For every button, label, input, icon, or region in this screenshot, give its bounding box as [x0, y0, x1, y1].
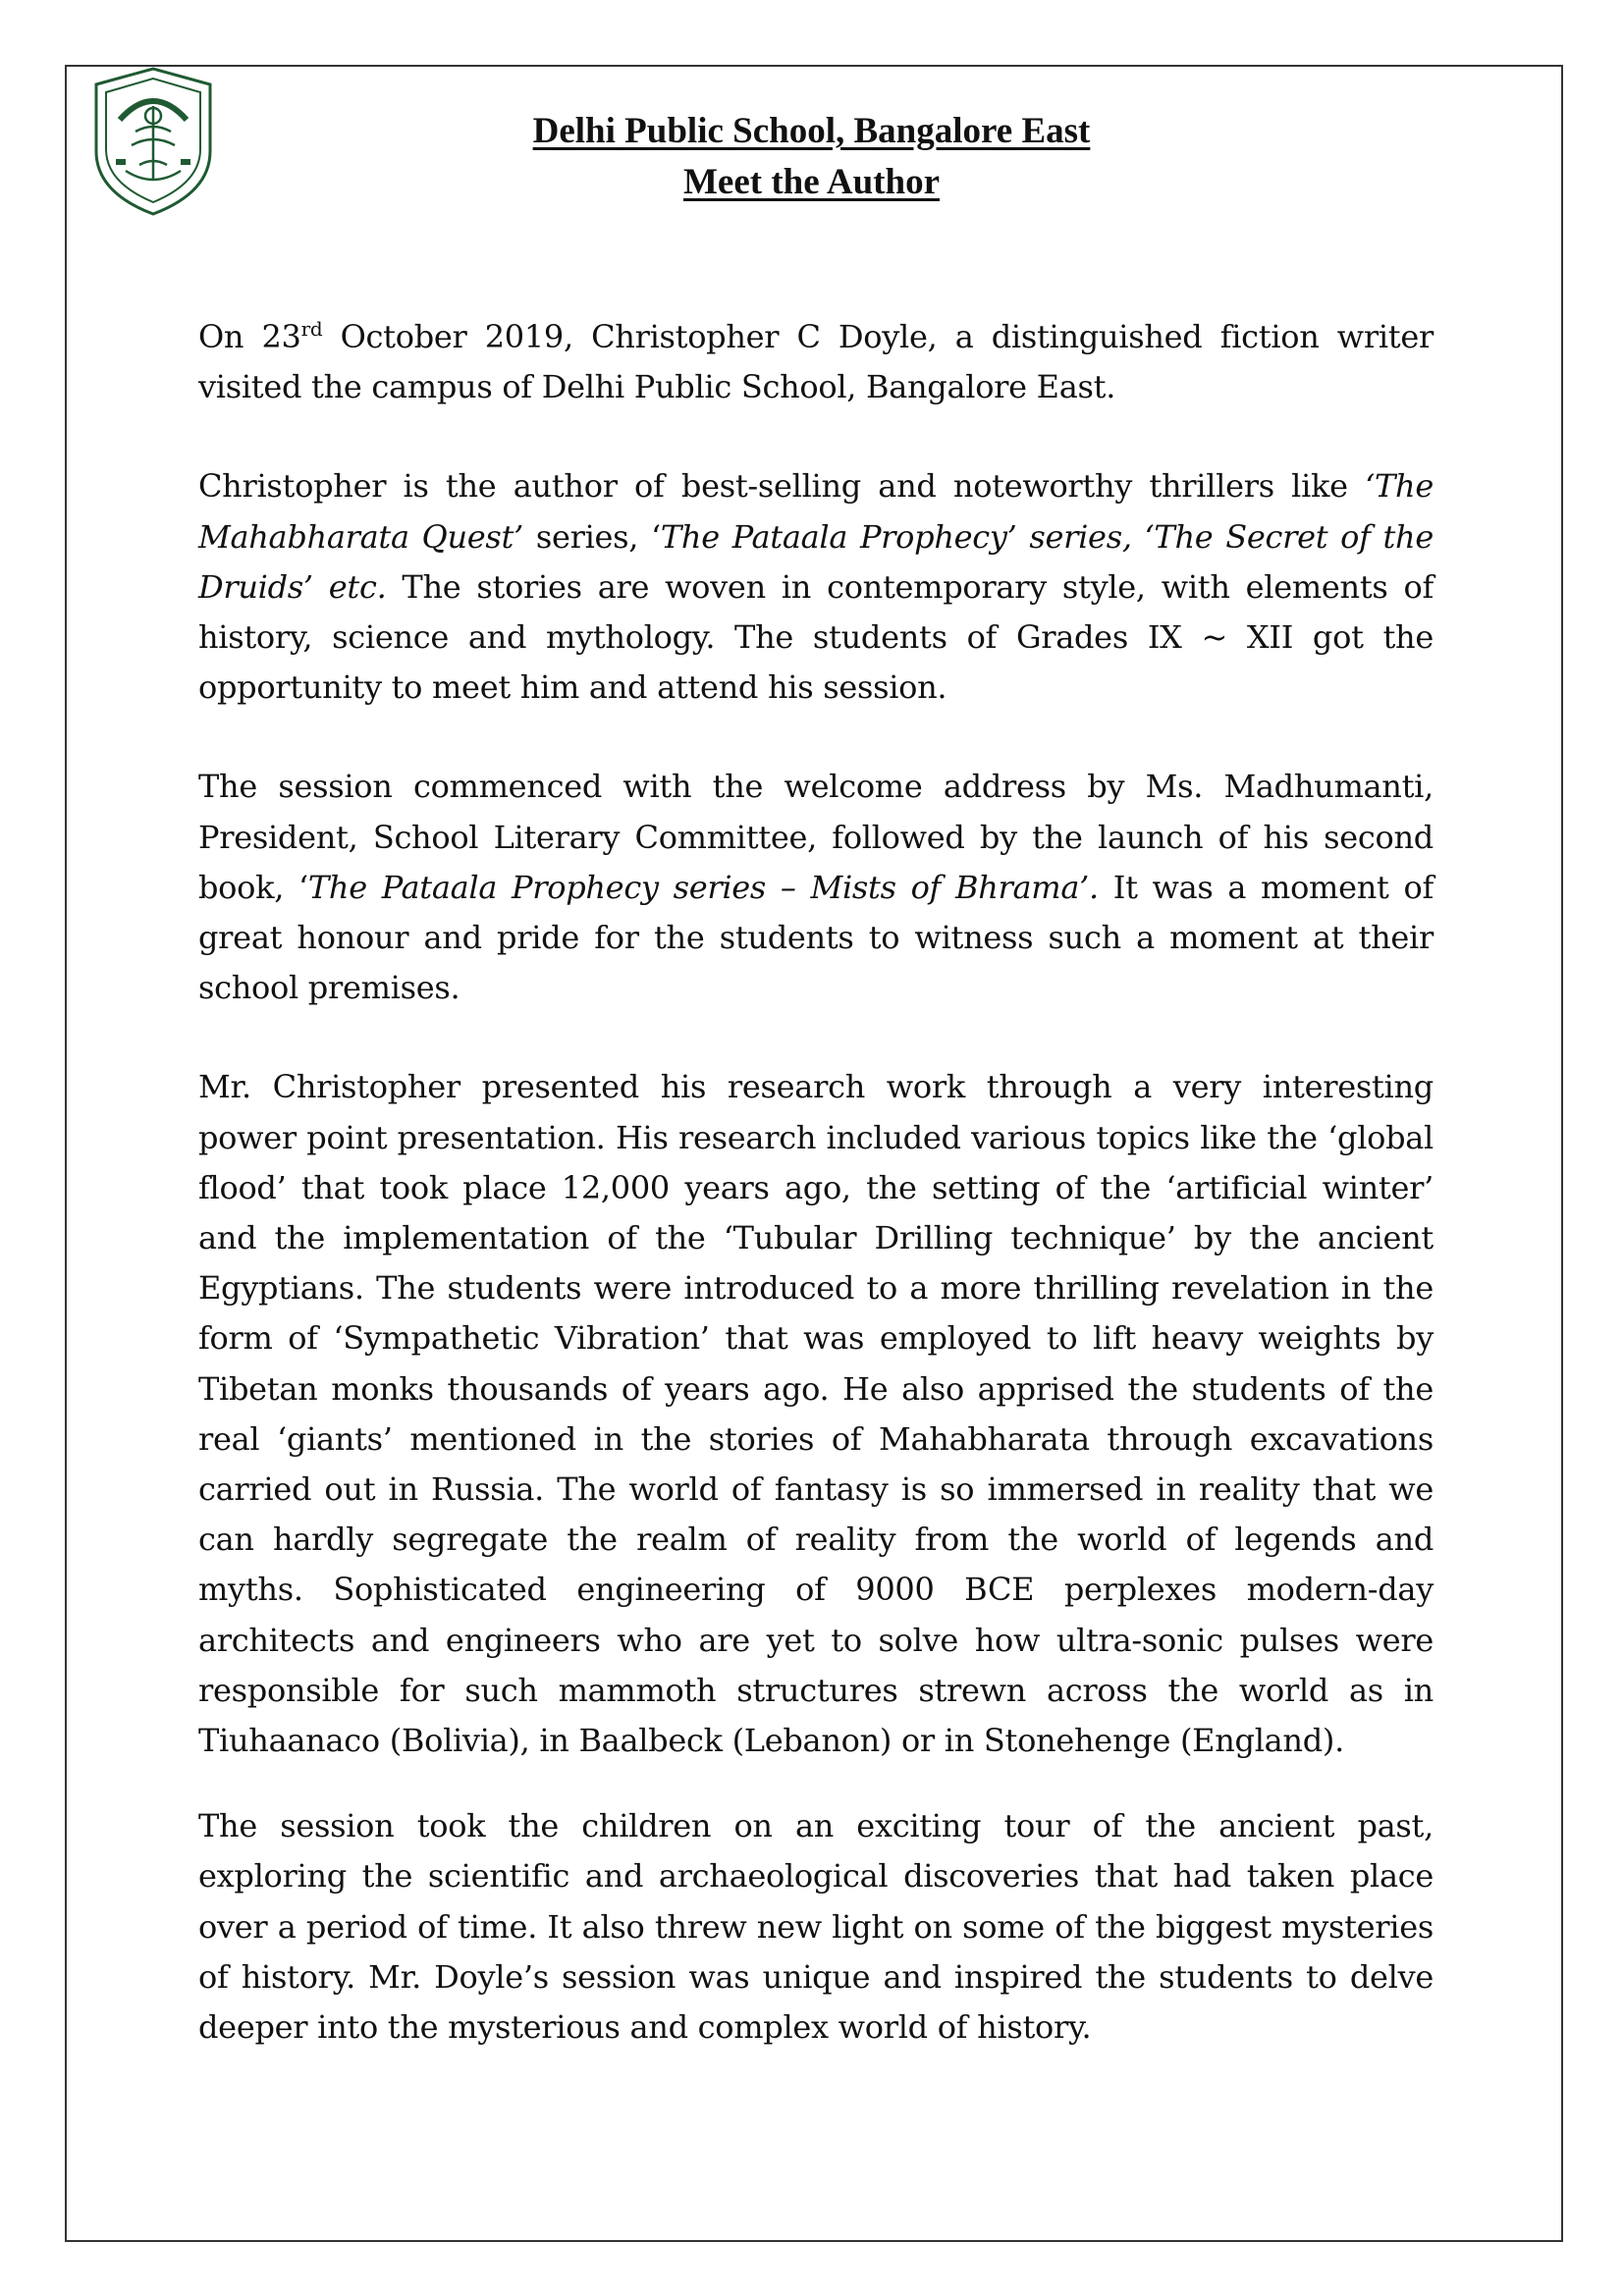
p3-text-b: It was a moment of great honour and pride for the students to witness such a moment at their school premises.: [198, 868, 1434, 1007]
paragraph-conclusion: The session took the children on an exciting tour of the ancient past, exploring the scientific and archaeological discoveries that had taken place over a period of time. It also threw new light on some of the biggest mysteries of history. Mr. Doyle’s session was unique and inspired the students to delve deeper into the mysterious and complex world of history.: [198, 1807, 1434, 2047]
p1-text-a: On 23: [198, 318, 301, 355]
p1-text-b: October 2019, Christopher C Doyle, a distinguished fiction writer visited the campus of Delhi Public School, Bangalore East.: [198, 318, 1434, 406]
p2-book-title-1: ‘The Mahabharata Quest’: [198, 467, 1434, 556]
p1-ordinal-suffix: rd: [300, 317, 323, 341]
article-body: [198, 312, 1434, 2102]
paragraph-research: Mr. Christopher presented his research work through a very interesting power point presentation. His research included various topics like the ‘global flood’ that took place 12,000 years ago, the setting of the ‘artificial winter’ and the implementation of the ‘Tubular Drilling technique’ by the ancient Egyptians. The students were introduced to a more thrilling revelation in the form of ‘Sympathetic Vibration’ that was employed to lift heavy weights by Tibetan monks thousands of years ago. He also apprised the students of the real ‘giants’ mentioned in the stories of Mahabharata through excavations carried out in Russia. The world of fantasy is so immersed in reality that we can hardly segregate the realm of reality from the world of legends and myths. Sophisticated engineering of 9000 BCE perplexes modern-day architects and engineers who are yet to solve how ultra-sonic pulses were responsible for such mammoth structures strewn across the world as in Tiuhaanaco (Bolivia), in Baalbeck (Lebanon) or in Stonehenge (England).: [198, 1068, 1434, 1760]
paragraph-author-works: [198, 461, 1434, 713]
p2-text-b: series, ‘: [523, 517, 661, 556]
p2-book-title-2: The Pataala Prophecy’ series, ‘The Secret of the Druids’ etc.: [198, 517, 1434, 606]
p2-text-a: Christopher is the author of best-selling and noteworthy thrillers like: [198, 467, 1366, 506]
p3-text-a: The session commenced with the welcome address by Ms. Madhumanti, President, School Literary Committee, followed by the launch of his second book, ‘: [198, 768, 1434, 906]
document-title: Meet the Author: [683, 162, 940, 202]
paragraph-session-start: [198, 762, 1434, 1013]
p2-text-c: The stories are woven in contemporary style, with elements of history, science and mythology. The students of Grades IX ~ XII got the opportunity to meet him and attend his session.: [198, 567, 1434, 707]
paragraph-visit: [198, 312, 1434, 412]
p3-book-title: The Pataala Prophecy series – Mists of Bhrama’.: [307, 868, 1099, 906]
school-name-heading: Delhi Public School, Bangalore East: [532, 111, 1091, 151]
